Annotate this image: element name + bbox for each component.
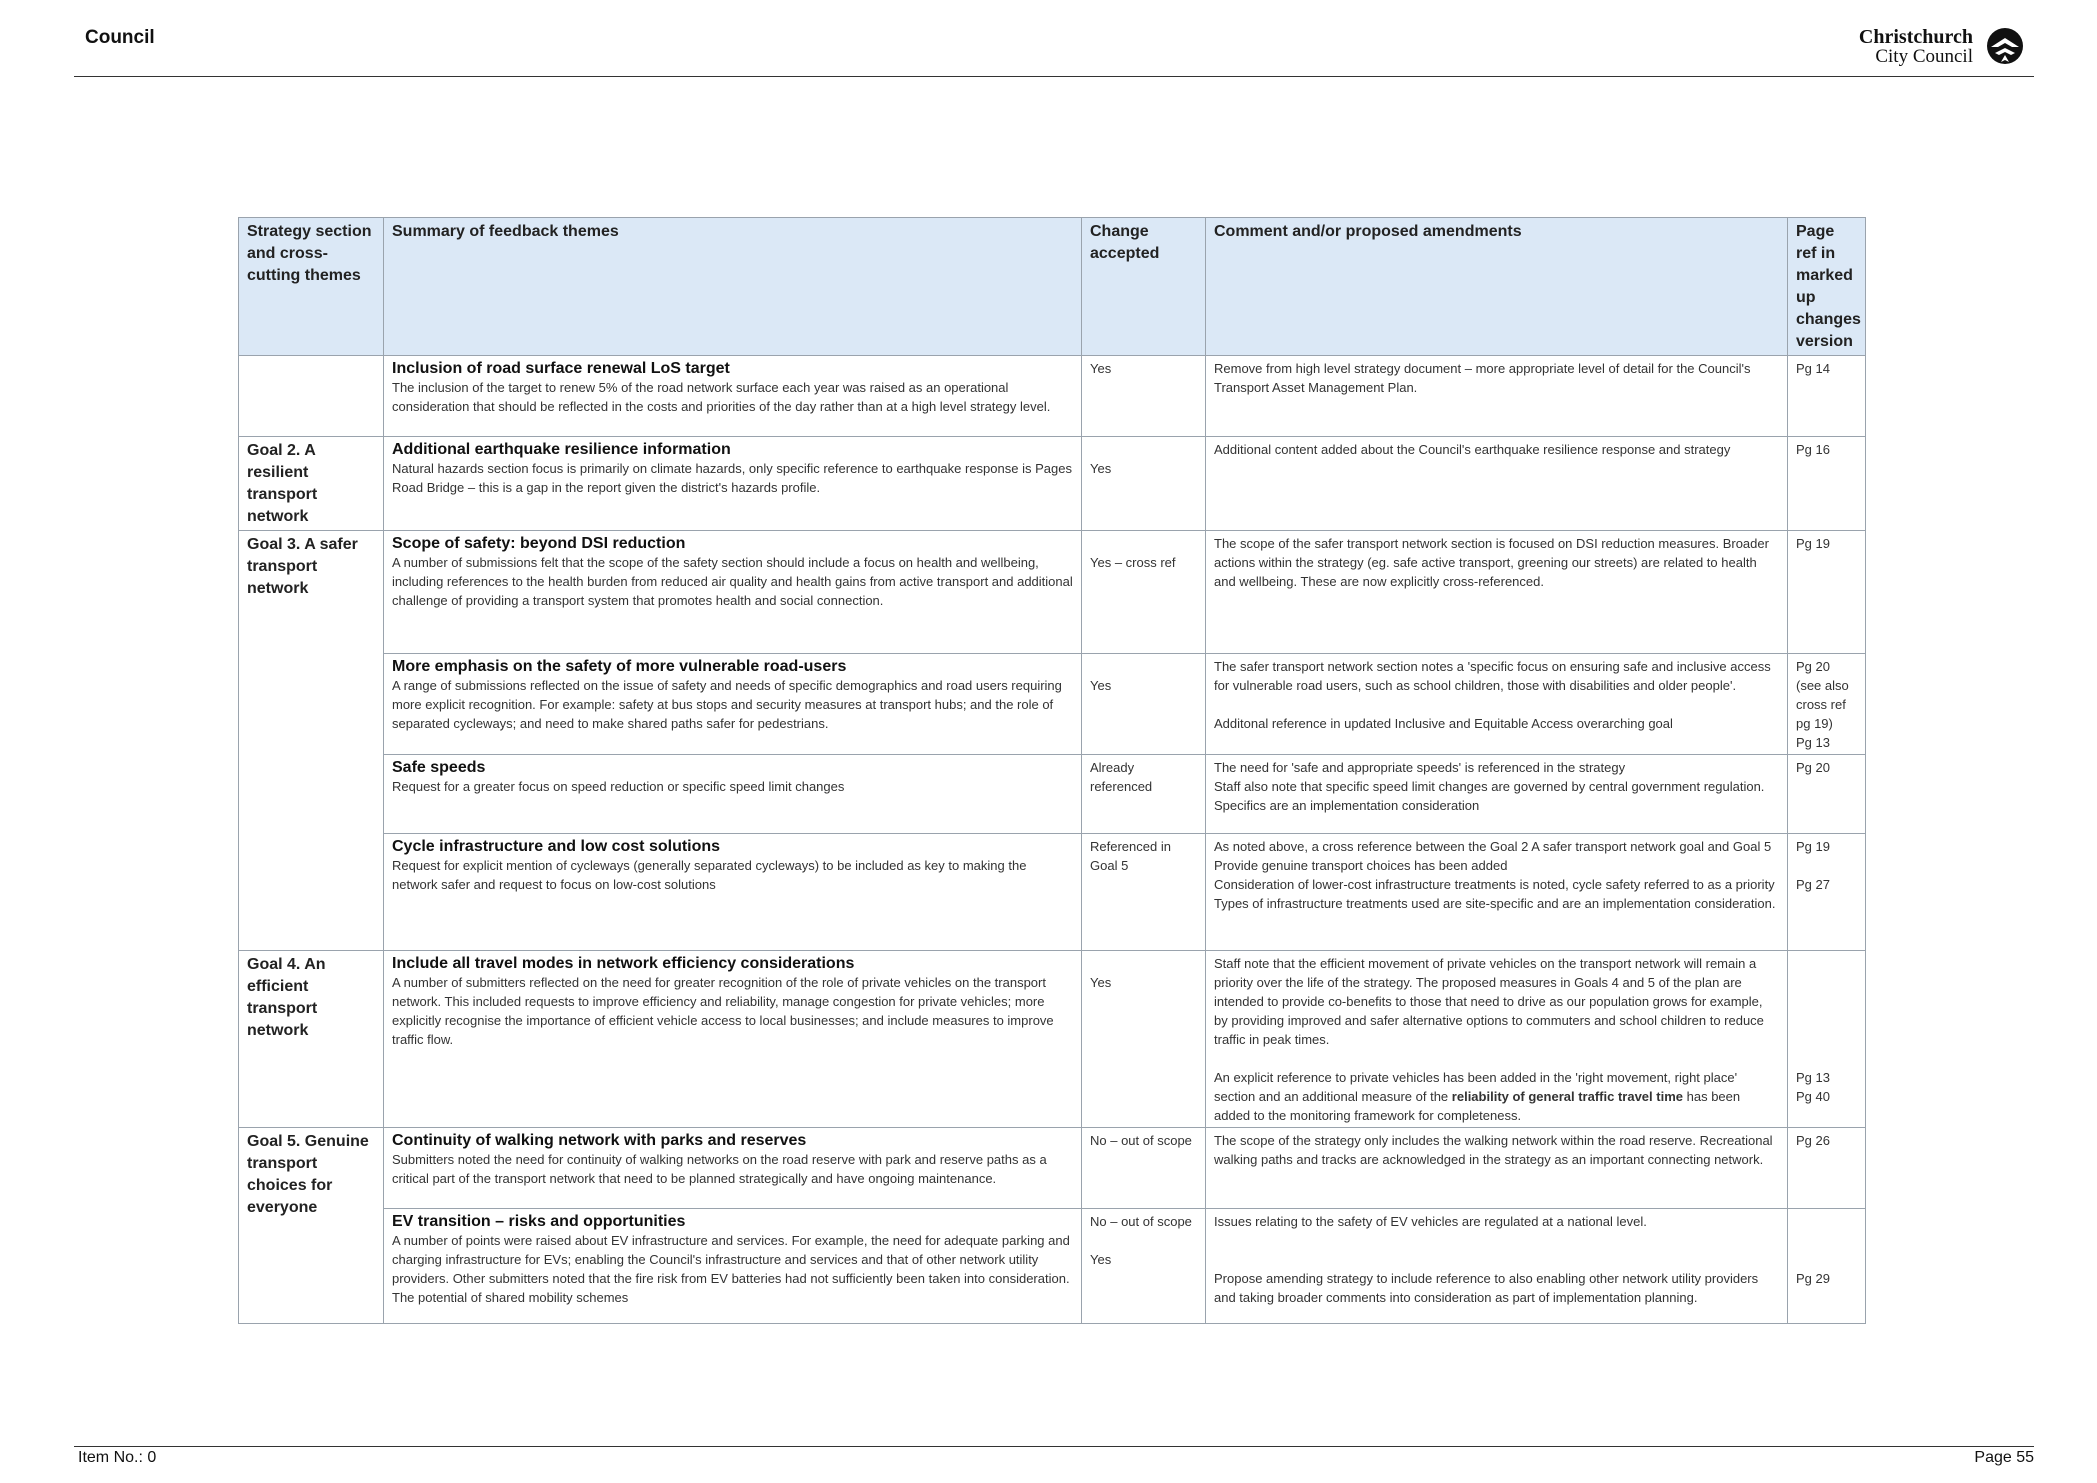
comment [1206, 1209, 1788, 1324]
theme-title: More emphasis on the safety of more vulnerable road-users [392, 658, 847, 675]
comment-text: An explicit reference to private vehicles has been added in the 'right movement, right place' section and an additional measure of the [1214, 1070, 1738, 1104]
table-row [239, 437, 1866, 531]
theme-title: Continuity of walking network with parks and reserves [392, 1132, 807, 1149]
footer-rule [74, 1446, 2034, 1447]
theme-title: Include all travel modes in network efficiency considerations [392, 955, 855, 972]
theme-title: Inclusion of road surface renewal LoS target [392, 360, 730, 377]
summary-cell [384, 951, 1082, 1128]
comment-part-3: Specifics are an implementation consideration [1214, 798, 1480, 813]
table-row [239, 531, 1866, 654]
table-row [239, 1209, 1866, 1324]
change-accepted: Already referenced [1082, 755, 1206, 834]
page-ref-2: Pg 27 [1796, 877, 1830, 892]
page-ref [1788, 654, 1866, 755]
page-ref: Pg 29 [1788, 1209, 1866, 1324]
comment: Additional content added about the Council's earthquake resilience response and strategy [1206, 437, 1788, 531]
change-accepted: Yes – cross ref [1082, 531, 1206, 654]
christchurch-bird-logo-icon [1985, 26, 2025, 66]
comment-text: has been added to the monitoring framework for completeness. [1214, 1089, 1741, 1123]
table-header-row [239, 218, 1866, 356]
summary-cell [384, 437, 1082, 531]
comment-part-1: The safer transport network section notes a 'specific focus on ensuring safe and inclusive access for vulnerable road users, such as school children, those with disabilities and older people'. [1214, 659, 1771, 693]
section-goal-5: Goal 5. Genuine transport choices for everyone [239, 1128, 384, 1324]
table-row [239, 1128, 1866, 1209]
column-header-comment: Comment and/or proposed amendments [1206, 218, 1788, 356]
table-row [239, 356, 1866, 437]
table-row [239, 755, 1866, 834]
header-rule [74, 76, 2034, 77]
theme-body: Submitters noted the need for continuity of walking networks on the road reserve with park and reserve paths as a critical part of the transport network that need to be planned strategically and have ongoing maintenance. [392, 1152, 1047, 1186]
change-accepted: Referenced in Goal 5 [1082, 834, 1206, 951]
page-ref-2: Pg 13 [1796, 735, 1830, 750]
theme-body: Request for a greater focus on speed reduction or specific speed limit changes [392, 779, 845, 794]
comment: The scope of the strategy only includes the walking network within the road reserve. Recreational walking paths and tracks are acknowledged in the strategy as an important connecting network. [1206, 1128, 1788, 1209]
change-accepted-2: Yes [1090, 1252, 1112, 1267]
change-accepted: Yes [1082, 654, 1206, 755]
comment-part-2: Staff also note that specific speed limit changes are governed by central government regulation. [1214, 779, 1765, 794]
theme-body: A range of submissions reflected on the issue of safety and needs of specific demographics and road users requiring more explicit recognition. For example: safety at bus stops and security measures at transport hubs; and the role of separated cycleways; and need to make shared paths safer for pedestrians. [392, 678, 1062, 731]
page-ref: Pg 14 [1788, 356, 1866, 437]
column-header-summary: Summary of feedback themes [384, 218, 1082, 356]
logo-text [1859, 28, 1973, 66]
column-header-change: Change accepted [1082, 218, 1206, 356]
page-ref-1: Pg 20 (see also cross ref pg 19) [1796, 659, 1849, 731]
page-ref [1788, 834, 1866, 951]
summary-cell [384, 356, 1082, 437]
page-number: Page 55 [1974, 1449, 2034, 1466]
section-goal-2: Goal 2. A resilient transport network [239, 437, 384, 531]
change-accepted: Yes [1082, 356, 1206, 437]
column-header-page-ref: Page ref in marked up changes version [1788, 218, 1866, 356]
summary-cell [384, 1209, 1082, 1324]
logo-line-2: City Council [1875, 46, 1973, 67]
summary-cell [384, 755, 1082, 834]
column-header-section: Strategy section and cross-cutting themes [239, 218, 384, 356]
comment: The scope of the safer transport network section is focused on DSI reduction measures. Broader actions within the strategy (eg. safe active transport, greening our streets) are related to health and wellbeing. These are now explicitly cross-referenced. [1206, 531, 1788, 654]
comment [1206, 951, 1788, 1128]
item-number: Item No.: 0 [78, 1449, 157, 1466]
page-ref: Pg 16 [1788, 437, 1866, 531]
change-accepted [1082, 1209, 1206, 1324]
theme-title: EV transition – risks and opportunities [392, 1213, 686, 1230]
feedback-table [238, 217, 1866, 1324]
theme-title: Cycle infrastructure and low cost solutions [392, 838, 721, 855]
theme-body: The inclusion of the target to renew 5% of the road network surface each year was raised as an operational consideration that should be reflected in the costs and priorities of the day rather than at a high level strategy level. [392, 380, 1051, 414]
summary-cell [384, 654, 1082, 755]
table-row [239, 951, 1866, 1128]
comment-part-1: As noted above, a cross reference between the Goal 2 A safer transport network goal and Goal 5 Provide genuine transport choices has been added [1214, 839, 1772, 873]
christchurch-city-council-logo [1840, 26, 2025, 70]
section-cell-empty [239, 356, 384, 437]
summary-cell [384, 1128, 1082, 1209]
logo-line-1: Christchurch [1858, 26, 1973, 48]
page-header-title: Council [85, 27, 155, 48]
comment-emphasis: reliability of general traffic travel time [1451, 1089, 1683, 1104]
page-ref: Pg 20 [1788, 755, 1866, 834]
section-goal-3: Goal 3. A safer transport network [239, 531, 384, 951]
table-row [239, 834, 1866, 951]
page-ref-1: Pg 19 [1796, 839, 1830, 854]
change-accepted: Yes [1082, 437, 1206, 531]
theme-body: Natural hazards section focus is primarily on climate hazards, only specific reference to earthquake response is Pages Road Bridge – this is a gap in the report given the district's hazards profile. [392, 461, 1072, 495]
comment-part-2 [1214, 1068, 1779, 1125]
section-goal-4: Goal 4. An efficient transport network [239, 951, 384, 1128]
page-ref-2: Pg 40 [1796, 1089, 1830, 1104]
summary-cell [384, 834, 1082, 951]
page-ref: Pg 19 [1788, 531, 1866, 654]
change-accepted: No – out of scope [1082, 1128, 1206, 1209]
theme-body: A number of submissions felt that the scope of the safety section should include a focus on health and wellbeing, including references to the health burden from reduced air quality and health gains from active transport and additional challenge of providing a transport system that promotes health and social connection. [392, 555, 1073, 608]
comment-part-2: Additonal reference in updated Inclusive and Equitable Access overarching goal [1214, 716, 1673, 731]
page-ref [1788, 951, 1866, 1128]
theme-title: Scope of safety: beyond DSI reduction [392, 535, 686, 552]
theme-body: Request for explicit mention of cycleways (generally separated cycleways) to be included as key to making the network safer and request to focus on low-cost solutions [392, 858, 1027, 892]
theme-body: A number of points were raised about EV infrastructure and services. For example, the need for adequate parking and charging infrastructure for EVs; enabling the Council's infrastructure and services and that of other network utility providers. Other submitters noted that the fire risk from EV batteries had not sufficiently been taken into consideration. The potential of shared mobility schemes [392, 1233, 1070, 1305]
change-accepted-1: No – out of scope [1090, 1214, 1192, 1229]
comment [1206, 834, 1788, 951]
theme-title: Safe speeds [392, 759, 486, 776]
theme-body: A number of submitters reflected on the need for greater recognition of the role of private vehicles on the transport network. This included requests to improve efficiency and reliability, manage congestion for private vehicles; more explicitly recognise the importance of efficient vehicle access to local businesses; and include measures to improve traffic flow. [392, 975, 1054, 1047]
comment-part-3: Types of infrastructure treatments used are site-specific and are an implementation consideration. [1214, 896, 1776, 911]
page-ref: Pg 26 [1788, 1128, 1866, 1209]
page-ref-1: Pg 13 [1796, 1070, 1830, 1085]
theme-title: Additional earthquake resilience information [392, 441, 731, 458]
comment-part-2: Consideration of lower-cost infrastructure treatments is noted, cycle safety referred to as a priority [1214, 877, 1775, 892]
summary-cell [384, 531, 1082, 654]
comment-part-2: Propose amending strategy to include reference to also enabling other network utility providers and taking broader comments into consideration as part of implementation planning. [1214, 1271, 1759, 1305]
change-accepted: Yes [1082, 951, 1206, 1128]
comment [1206, 654, 1788, 755]
table-row [239, 654, 1866, 755]
comment: Remove from high level strategy document – more appropriate level of detail for the Council's Transport Asset Management Plan. [1206, 356, 1788, 437]
comment-part-1: Staff note that the efficient movement of private vehicles on the transport network will remain a priority over the life of the strategy. The proposed measures in Goals 4 and 5 of the plan are intended to provide co-benefits to those that need to drive as our population grows for example, by providing improved and safer alternative options to commuters and school children to reduce traffic in peak times. [1214, 956, 1764, 1047]
comment [1206, 755, 1788, 834]
comment-part-1: Issues relating to the safety of EV vehicles are regulated at a national level. [1214, 1214, 1647, 1229]
comment-part-1: The need for 'safe and appropriate speeds' is referenced in the strategy [1214, 760, 1626, 775]
